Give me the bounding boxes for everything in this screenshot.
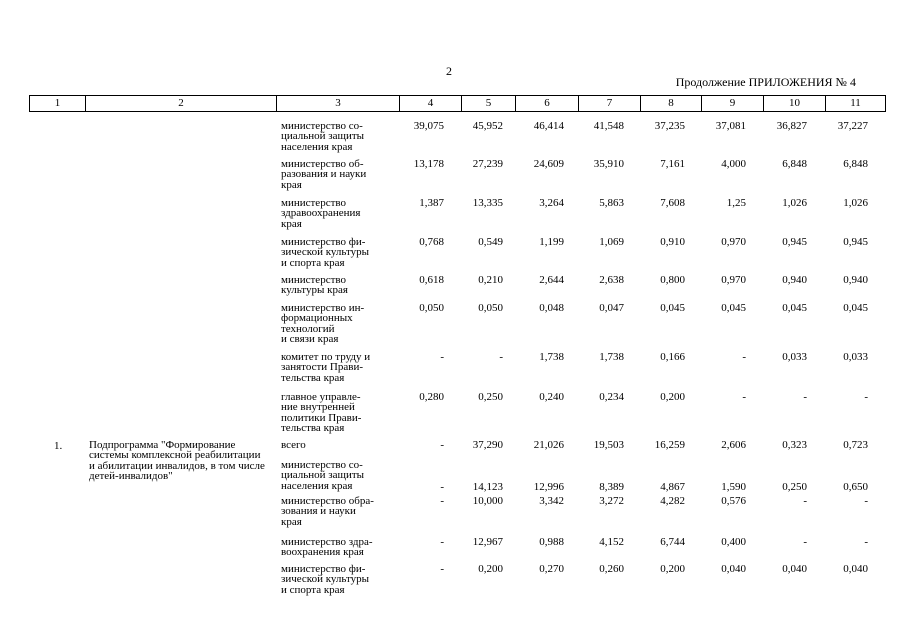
value-cell: 0,549: [478, 236, 503, 248]
value-cell: 37,081: [715, 120, 746, 132]
row-label: министерство культуры края: [281, 274, 348, 297]
value-cell: 0,045: [782, 302, 807, 314]
value-cell: 1,738: [539, 351, 564, 363]
row-label: министерство об- разования и науки края: [281, 158, 367, 191]
value-cell: 1,387: [419, 197, 444, 209]
row-label: министерство здравоохранения края: [281, 197, 361, 230]
value-cell: 1,590: [721, 481, 746, 493]
value-cell: 0,040: [782, 563, 807, 575]
value-cell: 24,609: [533, 158, 564, 170]
header-cell: 6: [516, 96, 579, 112]
value-cell: 0,040: [843, 563, 868, 575]
value-cell: -: [440, 481, 444, 493]
value-cell: -: [742, 391, 746, 403]
row-label: министерство фи- зической культуры и спорта края: [281, 236, 370, 269]
value-cell: -: [803, 391, 807, 403]
value-cell: 4,282: [660, 495, 685, 507]
header-cell: 1: [30, 96, 86, 112]
row-label: главное управле- ние внутренней политики Прави- тельства края: [281, 391, 362, 434]
header-cell: 8: [641, 96, 702, 112]
value-cell: -: [742, 351, 746, 363]
row-label: министерство обра- зования и науки края: [281, 495, 374, 528]
value-cell: 2,638: [599, 274, 624, 286]
header-cell: 4: [400, 96, 462, 112]
value-cell: 5,863: [599, 197, 624, 209]
value-cell: -: [440, 439, 444, 451]
continuation-label: Продолжение ПРИЛОЖЕНИЯ № 4: [675, 75, 856, 89]
value-cell: -: [864, 495, 868, 507]
value-cell: 0,048: [539, 302, 564, 314]
header-cell: 7: [579, 96, 641, 112]
value-cell: 12,967: [472, 536, 503, 548]
value-cell: 0,047: [599, 302, 624, 314]
header-cell: 3: [277, 96, 400, 112]
value-cell: 0,200: [660, 563, 685, 575]
value-cell: 36,827: [776, 120, 807, 132]
value-cell: 0,970: [721, 274, 746, 286]
value-cell: 0,650: [843, 481, 868, 493]
value-cell: 0,270: [539, 563, 564, 575]
value-cell: 0,045: [721, 302, 746, 314]
value-cell: 0,970: [721, 236, 746, 248]
value-cell: 6,848: [843, 158, 868, 170]
row-label: министерство со- циальной защиты населения края: [281, 459, 365, 492]
value-cell: 0,200: [478, 563, 503, 575]
value-cell: 16,259: [654, 439, 685, 451]
row-label: министерство фи- зической культуры и спорта края: [281, 563, 370, 596]
value-cell: 7,161: [660, 158, 685, 170]
value-cell: 1,738: [599, 351, 624, 363]
value-cell: 0,768: [419, 236, 444, 248]
value-cell: -: [864, 536, 868, 548]
value-cell: 0,234: [599, 391, 624, 403]
header-cell: 5: [462, 96, 516, 112]
value-cell: 2,644: [539, 274, 564, 286]
value-cell: 6,744: [660, 536, 685, 548]
value-cell: 0,323: [782, 439, 807, 451]
value-cell: 13,335: [472, 197, 503, 209]
row-label: министерство ин- формационных технологий и связи края: [281, 302, 365, 345]
value-cell: 4,867: [660, 481, 685, 493]
value-cell: 0,033: [782, 351, 807, 363]
value-cell: -: [440, 563, 444, 575]
program-name: Подпрограмма "Формирование системы комплексной реабилитации и абилитации инвалидов, в том числе детей-инвалидов": [89, 439, 265, 482]
value-cell: 35,910: [593, 158, 624, 170]
value-cell: 8,389: [599, 481, 624, 493]
row-label: всего: [281, 439, 306, 451]
value-cell: 0,945: [843, 236, 868, 248]
value-cell: 1,026: [843, 197, 868, 209]
value-cell: -: [440, 495, 444, 507]
value-cell: 0,050: [478, 302, 503, 314]
value-cell: 0,576: [721, 495, 746, 507]
value-cell: 0,618: [419, 274, 444, 286]
value-cell: 27,239: [472, 158, 503, 170]
value-cell: 1,026: [782, 197, 807, 209]
value-cell: -: [440, 536, 444, 548]
value-cell: 14,123: [472, 481, 503, 493]
value-cell: 0,910: [660, 236, 685, 248]
row-label: комитет по труду и занятости Прави- тельства края: [281, 351, 371, 384]
section-number: 1.: [54, 440, 63, 452]
value-cell: 3,272: [599, 495, 624, 507]
value-cell: 0,200: [660, 391, 685, 403]
value-cell: 0,945: [782, 236, 807, 248]
value-cell: 45,952: [472, 120, 503, 132]
value-cell: 37,235: [654, 120, 685, 132]
value-cell: 37,290: [472, 439, 503, 451]
value-cell: 0,033: [843, 351, 868, 363]
page-number: 2: [446, 64, 452, 78]
value-cell: -: [440, 351, 444, 363]
value-cell: 0,723: [843, 439, 868, 451]
value-cell: -: [499, 351, 503, 363]
value-cell: -: [864, 391, 868, 403]
value-cell: 2,606: [721, 439, 746, 451]
value-cell: -: [803, 495, 807, 507]
header-cell: 11: [826, 96, 886, 112]
value-cell: 0,040: [721, 563, 746, 575]
value-cell: 0,050: [419, 302, 444, 314]
value-cell: 12,996: [533, 481, 564, 493]
row-label: министерство со- циальной защиты населения края: [281, 120, 365, 153]
value-cell: 0,166: [660, 351, 685, 363]
value-cell: 0,800: [660, 274, 685, 286]
value-cell: 1,199: [539, 236, 564, 248]
value-cell: 0,250: [782, 481, 807, 493]
value-cell: 0,260: [599, 563, 624, 575]
header-row: [29, 95, 886, 112]
value-cell: 0,400: [721, 536, 746, 548]
value-cell: 6,848: [782, 158, 807, 170]
header-cell: 2: [86, 96, 277, 112]
value-cell: 21,026: [533, 439, 564, 451]
value-cell: 3,264: [539, 197, 564, 209]
value-cell: 0,940: [843, 274, 868, 286]
value-cell: 0,045: [660, 302, 685, 314]
value-cell: 37,227: [837, 120, 868, 132]
value-cell: 7,608: [660, 197, 685, 209]
value-cell: 39,075: [413, 120, 444, 132]
value-cell: 1,25: [726, 197, 746, 209]
value-cell: 41,548: [593, 120, 624, 132]
value-cell: 0,940: [782, 274, 807, 286]
value-cell: 13,178: [413, 158, 444, 170]
value-cell: 0,280: [419, 391, 444, 403]
value-cell: 10,000: [472, 495, 503, 507]
row-label: министерство здра- воохранения края: [281, 536, 373, 559]
value-cell: 4,000: [721, 158, 746, 170]
value-cell: 0,240: [539, 391, 564, 403]
value-cell: 3,342: [539, 495, 564, 507]
value-cell: 19,503: [593, 439, 624, 451]
value-cell: 46,414: [533, 120, 564, 132]
value-cell: 0,210: [478, 274, 503, 286]
value-cell: -: [803, 536, 807, 548]
header-cell: 9: [702, 96, 764, 112]
value-cell: 1,069: [599, 236, 624, 248]
value-cell: 0,045: [843, 302, 868, 314]
value-cell: 0,250: [478, 391, 503, 403]
value-cell: 0,988: [539, 536, 564, 548]
value-cell: 4,152: [599, 536, 624, 548]
header-cell: 10: [764, 96, 826, 112]
